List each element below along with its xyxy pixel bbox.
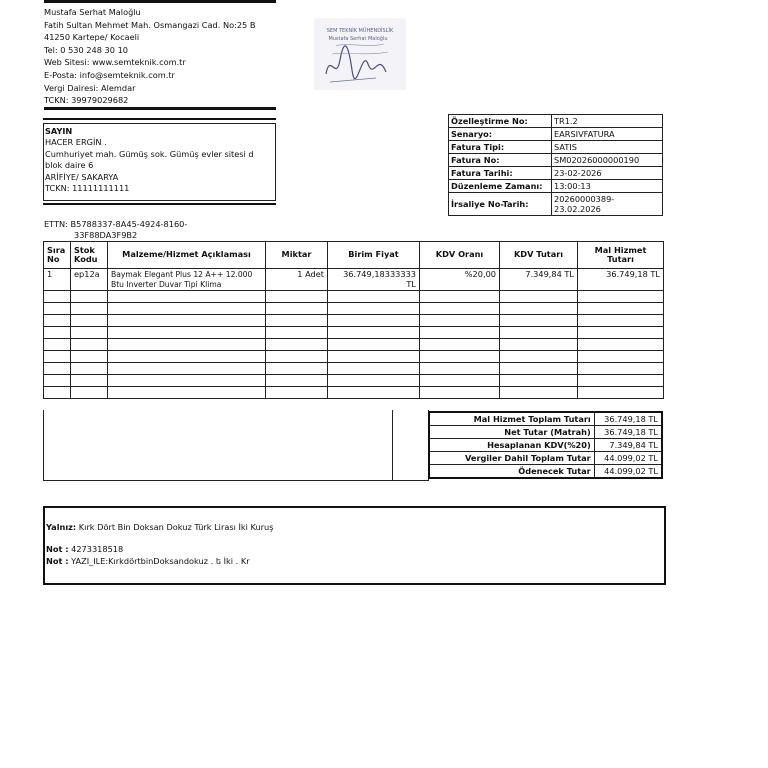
note-1-value: 4273318518 — [71, 544, 124, 554]
meta-key: Fatura No: — [449, 154, 552, 167]
empty-row — [44, 363, 664, 375]
empty-row — [44, 327, 664, 339]
empty-row — [44, 375, 664, 387]
meta-key: Düzenleme Zamanı: — [449, 180, 552, 193]
seller-website: Web Sitesi: www.semteknik.com.tr — [44, 57, 186, 68]
col-header-birim-fiyat: Birim Fiyat — [328, 242, 420, 269]
buyer-address-line-2: blok daire 6 — [45, 160, 94, 171]
meta-row — [449, 154, 663, 167]
total-key: Mal Hizmet Toplam Tutarı — [429, 412, 594, 426]
cell-miktar: 1 Adet — [266, 269, 328, 291]
meta-row — [449, 128, 663, 141]
cell-kdv-orani: %20,00 — [420, 269, 500, 291]
totals-table — [428, 411, 663, 479]
seller-address-line-2: 41250 Kartepe/ Kocaeli — [44, 32, 140, 43]
stamp-signature-icon — [306, 12, 410, 96]
yalniz-value: Kırk Dört Bin Doksan Dokuz Türk Lirası İki Kuruş — [78, 522, 274, 532]
buyer-address-line-1: Cumhuriyet mah. Gümüş sok. Gümüş evler sitesi d — [45, 148, 254, 159]
cell-aciklama: Baymak Elegant Plus 12 A++ 12.000 Btu Inverter Duvar Tipi Klima — [108, 269, 266, 291]
meta-key: İrsaliye No-Tarih: — [449, 193, 552, 216]
total-key: Net Tutar (Matrah) — [429, 426, 594, 439]
ettn-line-1: ETTN: B5788337-8A45-4924-8160- — [44, 219, 188, 229]
ettn — [44, 219, 214, 240]
empty-row — [44, 339, 664, 351]
invoice-meta-table — [448, 114, 663, 216]
col-header-stok-kodu: Stok Kodu — [71, 242, 108, 269]
cell-stok-kodu: ep12a — [71, 269, 108, 291]
meta-value: SATIS — [552, 141, 663, 154]
note-2-label: Not : — [46, 556, 69, 566]
totals-row — [429, 412, 662, 426]
meta-value: EARSIVFATURA — [552, 128, 663, 141]
col-header-kdv-orani: KDV Oranı — [420, 242, 500, 269]
items-header-row — [44, 242, 664, 269]
stamp-owner-text: Mustafa Serhat Maloğlu — [328, 36, 388, 42]
notes-box — [43, 506, 666, 585]
meta-key: Fatura Tarihi: — [449, 167, 552, 180]
seller-tckn: TCKN: 39979029682 — [44, 95, 129, 106]
note-2 — [46, 556, 250, 566]
total-value: 44.099,02 TL — [594, 465, 662, 479]
buyer-top-divider — [43, 118, 276, 120]
total-value: 44.099,02 TL — [594, 452, 662, 465]
empty-row — [44, 303, 664, 315]
total-value: 36.749,18 TL — [594, 426, 662, 439]
seller-phone: Tel: 0 530 248 30 10 — [44, 44, 128, 55]
seller-info — [44, 6, 276, 107]
top-divider — [44, 0, 276, 3]
cell-mal-hizmet-tutari: 36.749,18 TL — [578, 269, 664, 291]
meta-key: Senaryo: — [449, 128, 552, 141]
total-value: 7.349,84 TL — [594, 439, 662, 452]
buyer-tckn: TCKN: 11111111111 — [45, 183, 130, 194]
ettn-line-2: 33F88DA3F9B2 — [74, 229, 138, 240]
cell-birim-fiyat: 36.749,18333333 TL — [328, 269, 420, 291]
meta-value: TR1.2 — [552, 115, 663, 128]
total-key: Hesaplanan KDV(%20) — [429, 439, 594, 452]
cell-kdv-tutari: 7.349,84 TL — [500, 269, 578, 291]
meta-value: SM02026000000190 — [552, 154, 663, 167]
empty-summary-area — [43, 410, 393, 481]
seller-name: Mustafa Serhat Maloğlu — [44, 7, 141, 17]
col-header-miktar: Miktar — [266, 242, 328, 269]
empty-row — [44, 387, 664, 399]
empty-row — [44, 315, 664, 327]
empty-row — [44, 291, 664, 303]
total-value: 36.749,18 TL — [594, 412, 662, 426]
buyer-heading: SAYIN — [45, 126, 73, 136]
yalniz-label: Yalnız: — [46, 522, 77, 532]
table-row — [44, 269, 664, 291]
empty-row — [44, 351, 664, 363]
buyer-info — [45, 126, 271, 194]
seller-tax-office: Vergi Dairesi: Alemdar — [44, 82, 136, 93]
meta-row — [449, 115, 663, 128]
empty-summary-spacer — [391, 410, 429, 481]
buyer-name: HACER ERGİN . — [45, 137, 107, 148]
company-stamp — [306, 12, 410, 96]
col-header-sira-no: Sıra No — [44, 242, 71, 269]
amount-in-words — [46, 522, 274, 532]
totals-row — [429, 439, 662, 452]
note-1 — [46, 544, 123, 554]
total-key: Vergiler Dahil Toplam Tutar — [429, 452, 594, 465]
seller-email: E-Posta: info@semteknik.com.tr — [44, 69, 175, 80]
seller-divider — [44, 107, 276, 110]
cell-sira-no: 1 — [44, 269, 71, 291]
col-header-aciklama: Malzeme/Hizmet Açıklaması — [108, 242, 266, 269]
totals-row — [429, 426, 662, 439]
meta-value: 20260000389- 23.02.2026 — [552, 193, 663, 216]
meta-row — [449, 180, 663, 193]
meta-value: 23-02-2026 — [552, 167, 663, 180]
meta-key: Fatura Tipi: — [449, 141, 552, 154]
seller-address-line-1: Fatih Sultan Mehmet Mah. Osmangazi Cad. No:25 B — [44, 19, 256, 30]
meta-row — [449, 193, 663, 216]
meta-value: 13:00:13 — [552, 180, 663, 193]
meta-row — [449, 167, 663, 180]
meta-key: Özelleştirme No: — [449, 115, 552, 128]
col-header-mal-hizmet-tutari: Mal Hizmet Tutarı — [578, 242, 664, 269]
meta-row — [449, 141, 663, 154]
items-table — [43, 241, 664, 399]
note-2-value: YAZI_ILE:KırkdörtbinDoksandokuz . ե İki . Kr — [71, 556, 250, 566]
total-key: Ödenecek Tutar — [429, 465, 594, 479]
note-1-label: Not : — [46, 544, 69, 554]
col-header-kdv-tutari: KDV Tutarı — [500, 242, 578, 269]
totals-row — [429, 465, 662, 479]
stamp-company-text: SEM TEKNİK MÜHENDİSLİK — [326, 28, 394, 34]
totals-row — [429, 452, 662, 465]
buyer-bottom-divider — [43, 203, 276, 205]
buyer-city: ARİFİYE/ SAKARYA — [45, 171, 119, 182]
